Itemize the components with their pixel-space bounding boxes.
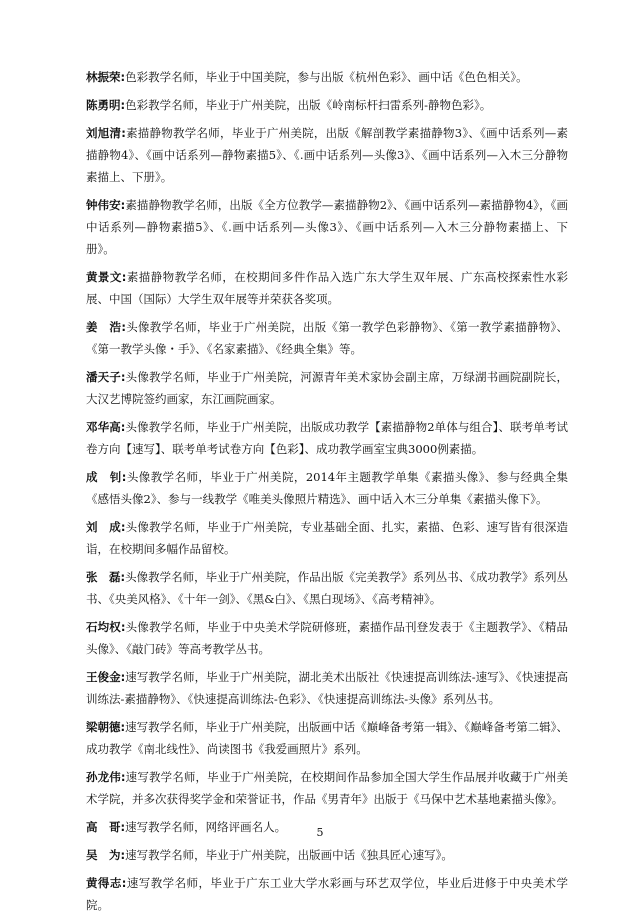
teacher-name: 潘天子:: [86, 370, 126, 384]
teacher-bio: 速写教学名师，毕业于广东工业大学水彩画与环艺双学位，毕业后进修于中央美术学院。: [86, 876, 568, 912]
teacher-name: 刘 成:: [86, 520, 126, 534]
teacher-name: 黄得志:: [86, 876, 127, 890]
teacher-bio: 色彩教学名师，毕业于中国美院，参与出版《杭州色彩》、画中话《色色相关》。: [125, 70, 528, 84]
teacher-name: 王俊金:: [86, 670, 126, 684]
teacher-entry: [86, 872, 568, 916]
teacher-entry: [86, 366, 568, 410]
teacher-entry: [86, 66, 568, 88]
teacher-bio: 色彩教学名师，毕业于广州美院，出版《岭南标杆扫雷系列-静物色彩》。: [125, 98, 492, 112]
teacher-list: [86, 66, 568, 916]
teacher-entry: [86, 94, 568, 116]
teacher-entry: [86, 666, 568, 710]
teacher-bio: 速写教学名师，毕业于广州美院，出版画中话《独具匠心速写》。: [125, 848, 453, 862]
teacher-entry: [86, 266, 568, 310]
teacher-name: 孙龙伟:: [86, 770, 126, 784]
teacher-name: 林振荣:: [86, 70, 126, 84]
teacher-name: 邓华高:: [86, 420, 126, 434]
teacher-entry: [86, 466, 568, 510]
teacher-name: 高 哥:: [86, 820, 126, 834]
teacher-bio: 速写教学名师，网络评画名人。: [125, 820, 287, 834]
teacher-entry: [86, 122, 568, 188]
teacher-bio: 头像教学名师，毕业于广州美院，2014年主题教学单集《素描头像》、参与经典全集《感悟头像2》、参与一线教学《唯美头像照片精选》、画中话入木三分单集《素描头像下》。: [86, 470, 568, 506]
teacher-bio: 头像教学名师，毕业于广州美院，专业基础全面、扎实，素描、色彩、速写皆有很深造诣，在校期间多幅作品留校。: [86, 520, 568, 556]
teacher-entry: [86, 516, 568, 560]
teacher-name: 钟伟安:: [86, 198, 126, 212]
teacher-bio: 速写教学名师，毕业于广州美院，在校期间作品参加全国大学生作品展并收藏于广州美术学院，并多次获得奖学金和荣誉证书，作品《男青年》出版于《马保中艺术基地素描头像》。: [86, 770, 568, 806]
teacher-name: 刘旭清:: [86, 126, 126, 140]
teacher-entry: [86, 566, 568, 610]
teacher-name: 陈勇明:: [86, 98, 126, 112]
teacher-entry: [86, 194, 568, 260]
teacher-name: 黄景文:: [86, 270, 127, 284]
teacher-entry: [86, 416, 568, 460]
teacher-name: 姜 浩:: [86, 320, 126, 334]
teacher-bio: 头像教学名师，毕业于广州美院，作品出版《完美教学》系列丛书、《成功教学》系列丛书、《央美风格》、《十年一剑》、《黑&白》、《黑白现场》、《高考精神》。: [86, 570, 568, 606]
teacher-name: 石均权:: [86, 620, 126, 634]
teacher-bio: 头像教学名师，毕业于中央美术学院研修班，素描作品刊登发表于《主题教学》、《精品头像》、《敲门砖》等高考教学丛书。: [86, 620, 568, 656]
teacher-bio: 头像教学名师，毕业于广州美院，出版《第一教学色彩静物》、《第一教学素描静物》、《第一教学头像・手》、《名家素描》、《经典全集》等。: [86, 320, 568, 356]
teacher-name: 成 钊:: [86, 470, 127, 484]
teacher-bio: 速写教学名师，毕业于广州美院，出版画中话《巅峰备考第一辑》、《巅峰备考第二辑》、成功教学《南北线性》、尚读图书《我爱画照片》系列。: [86, 720, 568, 756]
teacher-bio: 头像教学名师，毕业于广州美院，河源青年美术家协会副主席，万绿湖书画院副院长，大汉艺博院签约画家，东江画院画家。: [86, 370, 568, 406]
teacher-entry: [86, 616, 568, 660]
page-number: 5: [316, 826, 324, 839]
teacher-entry: [86, 766, 568, 810]
teacher-bio: 素描静物教学名师，毕业于广州美院，出版《解剖教学素描静物3》、《画中话系列—素描静物4》、《画中话系列—静物素描5》、《.画中话系列—头像3》、《画中话系列—入木三分静物素描上、下册》。: [86, 126, 568, 184]
teacher-entry: [86, 716, 568, 760]
teacher-bio: 素描静物教学名师，出版《全方位教学—素描静物2》、《画中话系列—素描静物4》，《画中话系列—静物素描5》、《.画中话系列—头像3》、《画中话系列—入木三分静物素描上、下册》。: [86, 198, 568, 256]
teacher-bio: 素描静物教学名师，在校期间多件作品入选广东大学生双年展、广东高校探索性水彩展、中国（国际）大学生双年展等并荣获各奖项。: [86, 270, 568, 306]
teacher-name: 张 磊:: [86, 570, 126, 584]
teacher-entry: [86, 844, 568, 866]
teacher-bio: 速写教学名师，毕业于广州美院，湖北美术出版社《快速提高训练法-速写》、《快速提高训练法-素描静物》、《快速提高训练法-色彩》、《快速提高训练法-头像》系列丛书。: [86, 670, 568, 706]
teacher-entry: [86, 316, 568, 360]
teacher-bio: 头像教学名师，毕业于广州美院，出版成功教学【素描静物2单体与组合】、联考单考试卷方向【速写】、联考单考试卷方向【色彩】、成功教学画室宝典3000例素描。: [86, 420, 569, 456]
teacher-name: 吴 为:: [86, 848, 126, 862]
teacher-name: 梁朝德:: [86, 720, 126, 734]
